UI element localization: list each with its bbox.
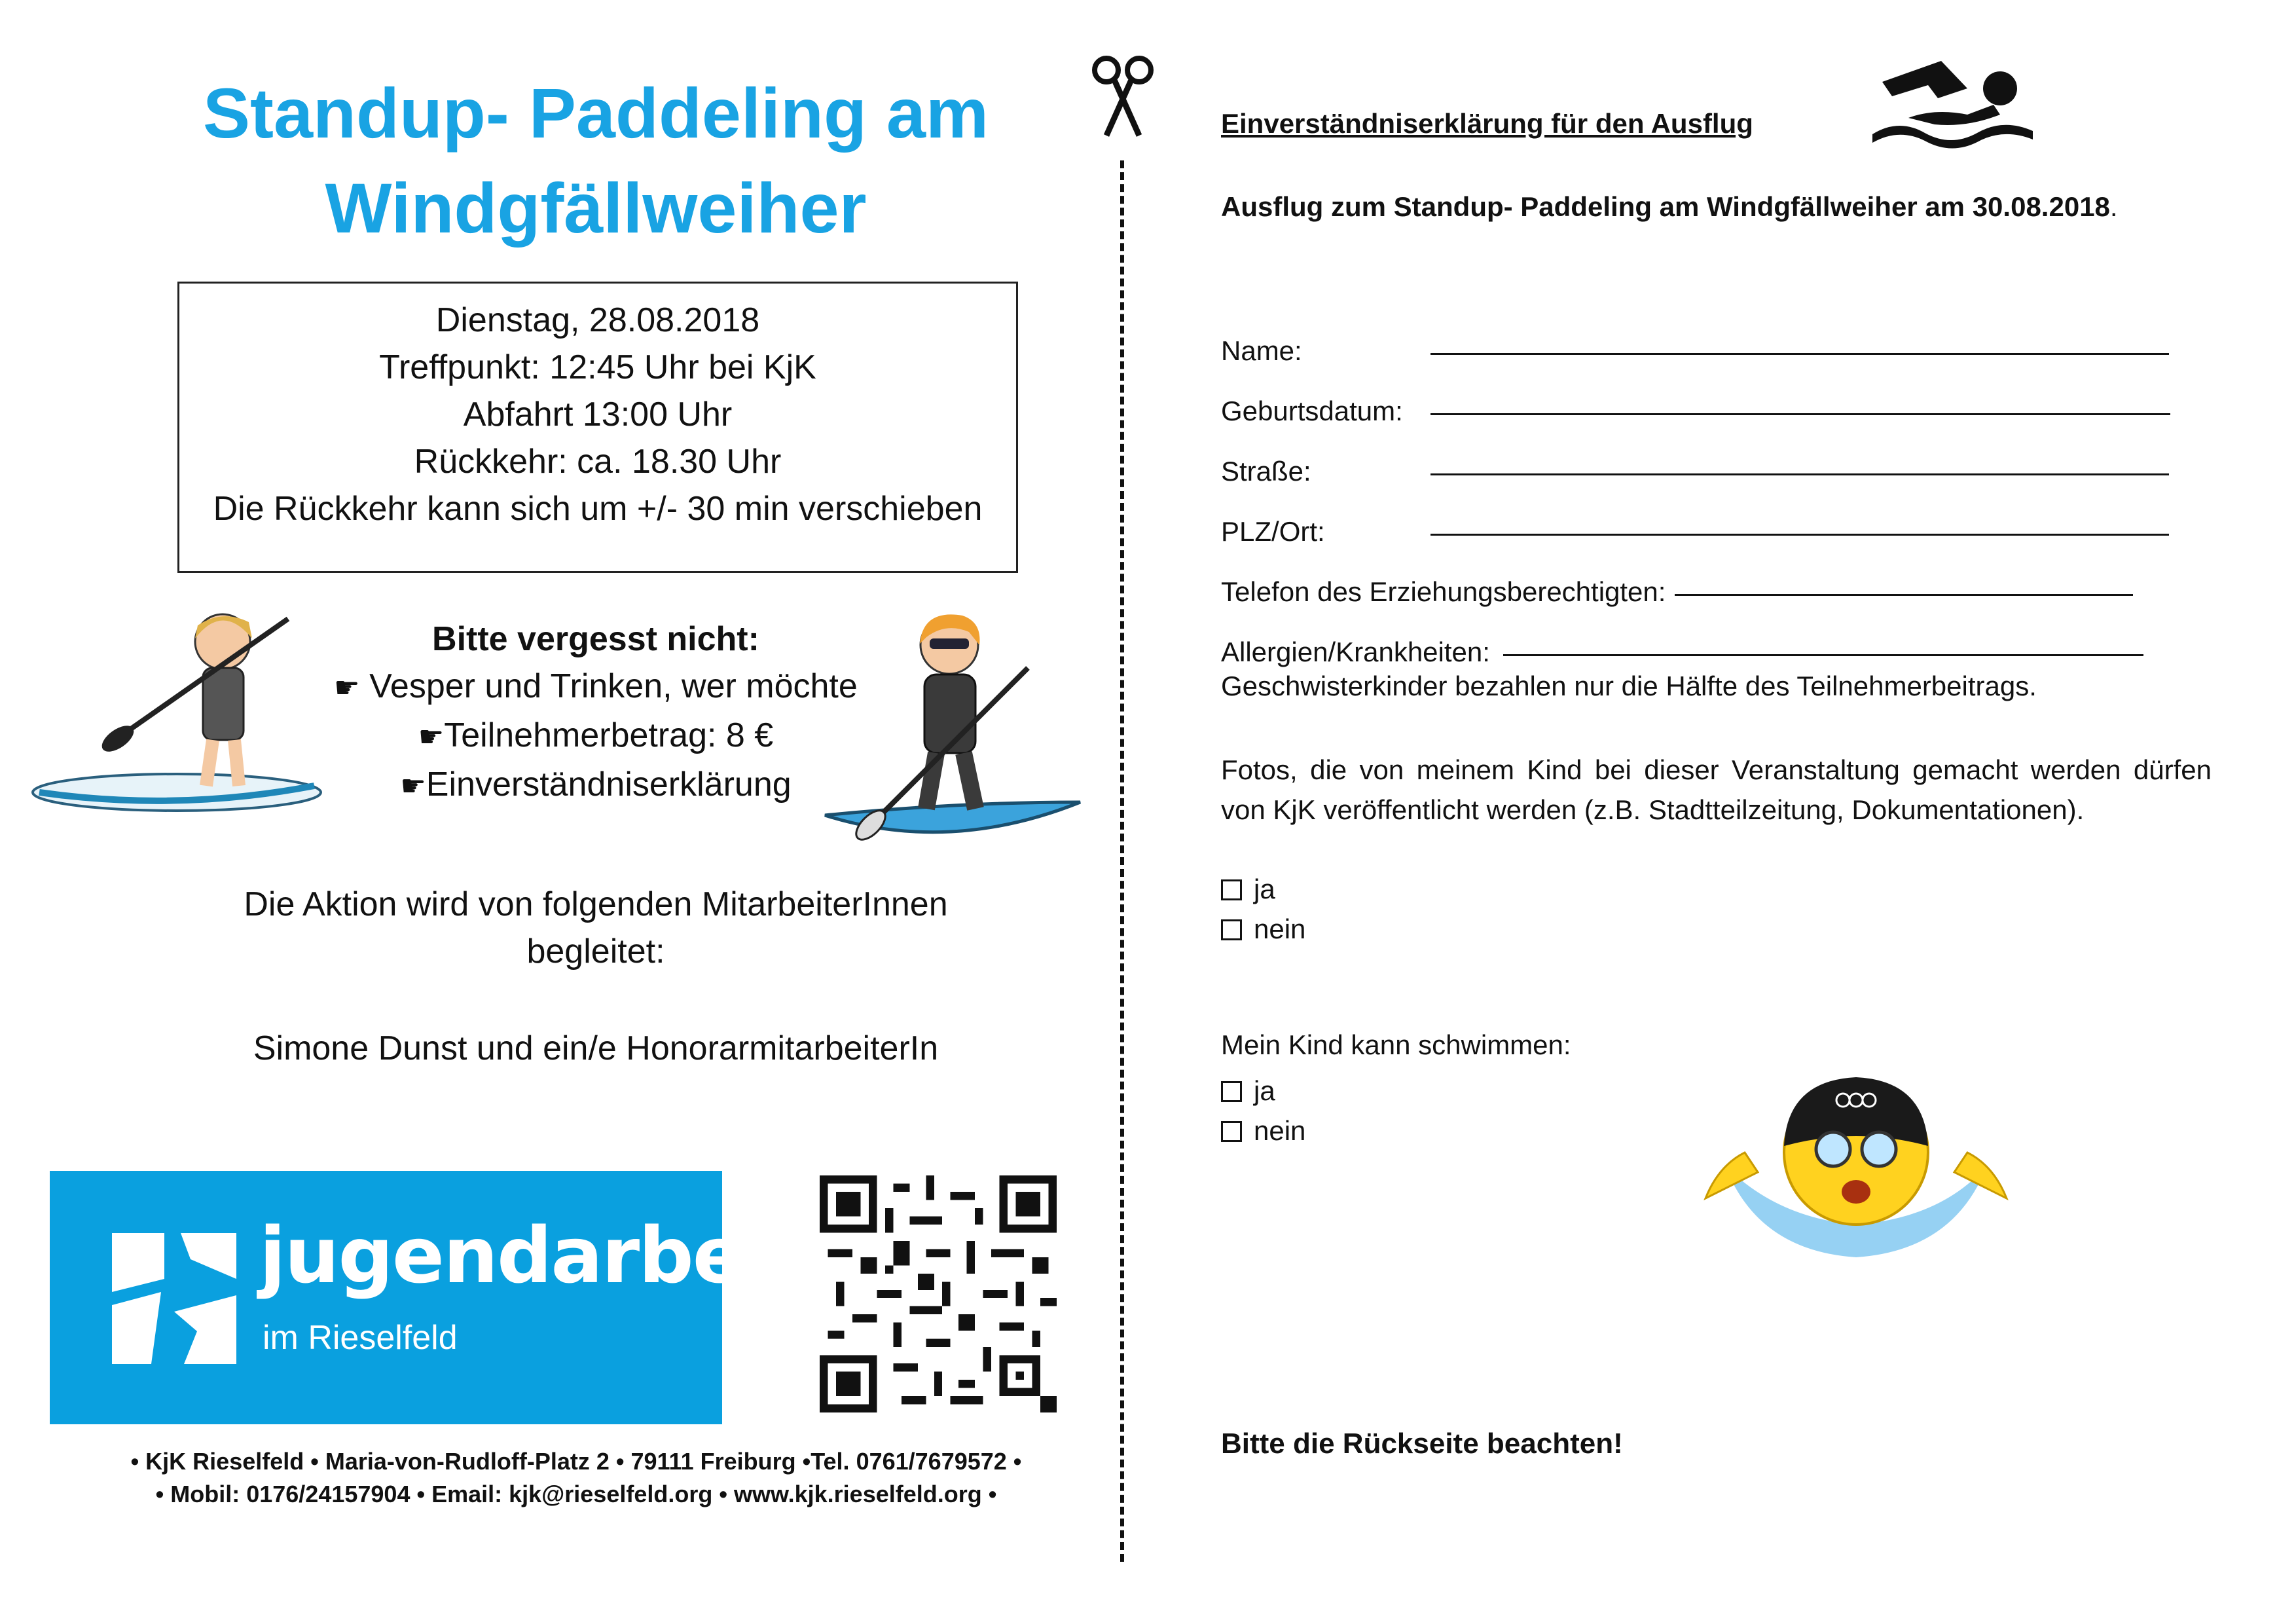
helpers-text: Die Aktion wird von folgenden MitarbeiterInnen begleitet: <box>244 885 948 970</box>
title-line-2: Windgfällweiher <box>325 168 867 248</box>
swim-options <box>1221 1071 1305 1151</box>
field-label: Allergien/Krankheiten: <box>1221 637 1490 667</box>
city-input-line[interactable] <box>1430 514 2169 536</box>
phone-input-line[interactable] <box>1675 574 2133 596</box>
info-date: Dienstag, 28.08.2018 <box>435 301 760 339</box>
reminder-heading: Bitte vergesst nicht: <box>432 620 759 658</box>
reminder-list <box>301 616 890 810</box>
photo-consent-text: Fotos, die von meinem Kind bei dieser Veranstaltung gemacht werden dürfen von KjK veröffentlicht werden (z.B. Stadtteilzeitung, Dokumentationen). <box>1221 754 2212 825</box>
hand-pointer-icon: ☛ <box>400 770 426 802</box>
logo-mark-icon <box>112 1233 236 1364</box>
birthdate-field[interactable] <box>1221 367 2216 427</box>
scissors-icon <box>1087 54 1159 139</box>
checkbox[interactable] <box>1221 879 1242 900</box>
street-field[interactable] <box>1221 427 2216 487</box>
checkbox[interactable] <box>1221 1081 1242 1102</box>
sibling-note: Geschwisterkinder bezahlen nur die Hälfte des Teilnehmerbeitrags. <box>1221 671 2037 701</box>
city-field[interactable] <box>1221 487 2216 547</box>
checkbox[interactable] <box>1221 1121 1242 1142</box>
cut-line <box>1120 160 1124 1562</box>
back-side-note: Bitte die Rückseite beachten! <box>1221 1428 1623 1460</box>
logo-word: jugendarbeit <box>259 1210 805 1301</box>
info-departure: Abfahrt 13:00 Uhr <box>463 396 733 434</box>
form-title: Einverständniserklärung für den Ausflug <box>1221 108 1753 139</box>
organization-logo <box>50 1171 805 1424</box>
swim-yes[interactable]: ja <box>1221 1071 1305 1111</box>
street-input-line[interactable] <box>1430 454 2169 475</box>
contact-footer: • KjK Rieselfeld • Maria-von-Rudloff-Platz 2 • 79111 Freiburg •Tel. 0761/7679572 • • Mobil: 0176/24157904 • Email: kjk@rieselfeld.org • www.kjk.rieselfeld.org • <box>130 1448 1022 1507</box>
form-fields <box>1221 306 2216 668</box>
helpers-names: Simone Dunst und ein/e HonorarmitarbeiterIn <box>253 1029 939 1067</box>
field-label: Straße: <box>1221 456 1311 487</box>
event-info-box <box>177 282 1018 573</box>
qr-code <box>820 1175 1057 1412</box>
info-return-note: Die Rückkehr kann sich um +/- 30 min verschieben <box>213 490 983 528</box>
reminder-item: ☛ Vesper und Trinken, wer möchte <box>334 667 858 705</box>
swim-no[interactable]: nein <box>1221 1111 1305 1151</box>
phone-field[interactable] <box>1221 547 2216 608</box>
swimmer-emoji <box>1647 1002 2072 1277</box>
swim-question: Mein Kind kann schwimmen: <box>1221 1029 1571 1060</box>
field-label: Name: <box>1221 335 1302 366</box>
birthdate-input-line[interactable] <box>1430 394 2170 415</box>
allergies-field[interactable] <box>1221 608 2216 668</box>
photo-consent-options <box>1221 869 1305 949</box>
hand-pointer-icon: ☛ <box>418 721 445 753</box>
hand-pointer-icon: ☛ <box>334 672 360 704</box>
info-meeting-point: Treffpunkt: 12:45 Uhr bei KjK <box>379 348 816 386</box>
reminder-item: ☛Teilnehmerbetrag: 8 € <box>418 716 774 754</box>
info-return: Rückkehr: ca. 18.30 Uhr <box>414 443 782 481</box>
field-label: Geburtsdatum: <box>1221 396 1403 426</box>
field-label: PLZ/Ort: <box>1221 516 1325 547</box>
trip-description: Ausflug zum Standup- Paddeling am Windgfällweiher am 30.08.2018. <box>1221 191 2118 222</box>
paddler-illustration <box>26 602 327 825</box>
name-field[interactable] <box>1221 306 2216 367</box>
photo-consent-yes[interactable]: ja <box>1221 869 1305 909</box>
allergies-input-line[interactable] <box>1503 635 2143 656</box>
checkbox[interactable] <box>1221 919 1242 940</box>
field-label: Telefon des Erziehungsberechtigten: <box>1221 576 1666 607</box>
title-line-1: Standup- Paddeling am <box>202 73 989 153</box>
photo-consent-no[interactable]: nein <box>1221 909 1305 949</box>
logo-subtitle: im Rieselfeld <box>263 1319 458 1357</box>
page-title <box>98 65 1093 255</box>
name-input-line[interactable] <box>1430 333 2169 355</box>
swimmer-icon <box>1869 56 2039 154</box>
reminder-item: ☛Einverständniserklärung <box>400 766 792 803</box>
